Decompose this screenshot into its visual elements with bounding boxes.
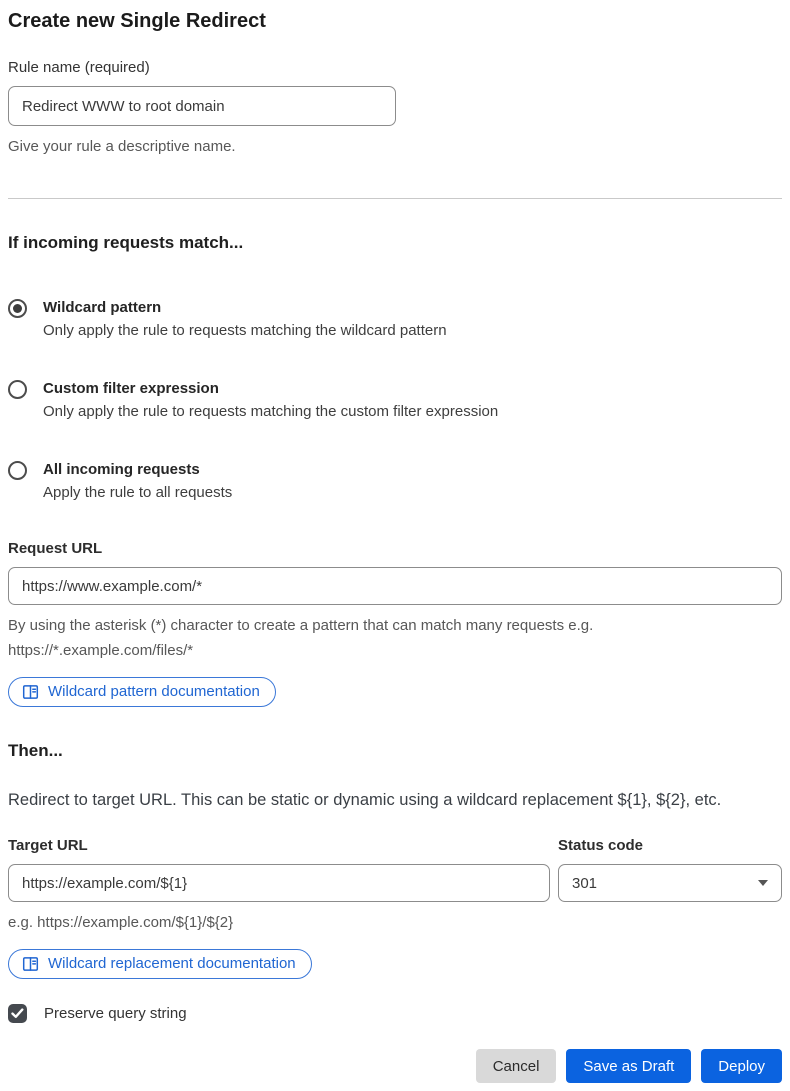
radio-label: Custom filter expression — [43, 380, 219, 397]
preserve-query-string-label: Preserve query string — [44, 1005, 187, 1022]
request-url-section — [8, 540, 782, 707]
rule-name-label: Rule name (required) — [8, 59, 150, 76]
request-url-label: Request URL — [8, 540, 103, 557]
then-description: Redirect to target URL. This can be static or dynamic using a wildcard replacement ${1}, ${2}, etc. — [8, 791, 722, 809]
radio-label: All incoming requests — [43, 461, 200, 478]
preserve-query-string-row[interactable] — [8, 1004, 782, 1023]
radio-button-icon[interactable] — [8, 461, 27, 480]
request-url-help — [8, 613, 782, 663]
match-type-radio-group — [8, 297, 782, 505]
request-url-help-line1: By using the asterisk (*) character to create a pattern that can match many requests e.g. — [8, 617, 594, 634]
radio-button-icon[interactable] — [8, 299, 27, 318]
then-section-heading: Then... — [8, 741, 63, 760]
section-divider — [8, 198, 782, 199]
status-code-value: 301 — [572, 874, 598, 892]
request-url-help-line2: https://*.example.com/files/* — [8, 642, 194, 659]
save-as-draft-button[interactable]: Save as Draft — [566, 1049, 691, 1083]
target-and-status-row — [8, 837, 782, 902]
target-url-input[interactable] — [8, 864, 550, 902]
footer-actions — [8, 1049, 782, 1083]
radio-option-all-incoming-requests[interactable] — [8, 459, 782, 505]
wildcard-replacement-docs-button[interactable] — [8, 949, 312, 979]
cancel-button[interactable]: Cancel — [476, 1049, 557, 1083]
match-section-heading: If incoming requests match... — [8, 233, 244, 252]
radio-description: Apply the rule to all requests — [43, 484, 233, 501]
open-book-icon — [22, 684, 39, 700]
rule-name-section — [8, 59, 782, 159]
status-code-label: Status code — [558, 837, 644, 854]
rule-name-input[interactable] — [8, 86, 396, 126]
rule-name-help: Give your rule a descriptive name. — [8, 138, 236, 155]
deploy-button[interactable]: Deploy — [701, 1049, 782, 1083]
radio-label: Wildcard pattern — [43, 299, 162, 316]
radio-button-icon[interactable] — [8, 380, 27, 399]
wildcard-pattern-docs-button[interactable] — [8, 677, 276, 707]
target-url-help: e.g. https://example.com/${1}/${2} — [8, 914, 234, 931]
radio-description: Only apply the rule to requests matching the custom filter expression — [43, 403, 499, 420]
page-title: Create new Single Redirect — [8, 10, 266, 32]
target-url-label: Target URL — [8, 837, 88, 854]
status-code-select[interactable] — [558, 864, 782, 902]
radio-option-custom-filter-expression[interactable] — [8, 378, 782, 424]
radio-description: Only apply the rule to requests matching the wildcard pattern — [43, 322, 447, 339]
wildcard-replacement-docs-label: Wildcard replacement documentation — [48, 955, 296, 972]
request-url-input[interactable] — [8, 567, 782, 605]
checkbox-icon[interactable] — [8, 1004, 27, 1023]
radio-option-wildcard-pattern[interactable] — [8, 297, 782, 343]
open-book-icon — [22, 956, 39, 972]
wildcard-pattern-docs-label: Wildcard pattern documentation — [48, 683, 260, 700]
chevron-down-icon — [758, 880, 768, 886]
